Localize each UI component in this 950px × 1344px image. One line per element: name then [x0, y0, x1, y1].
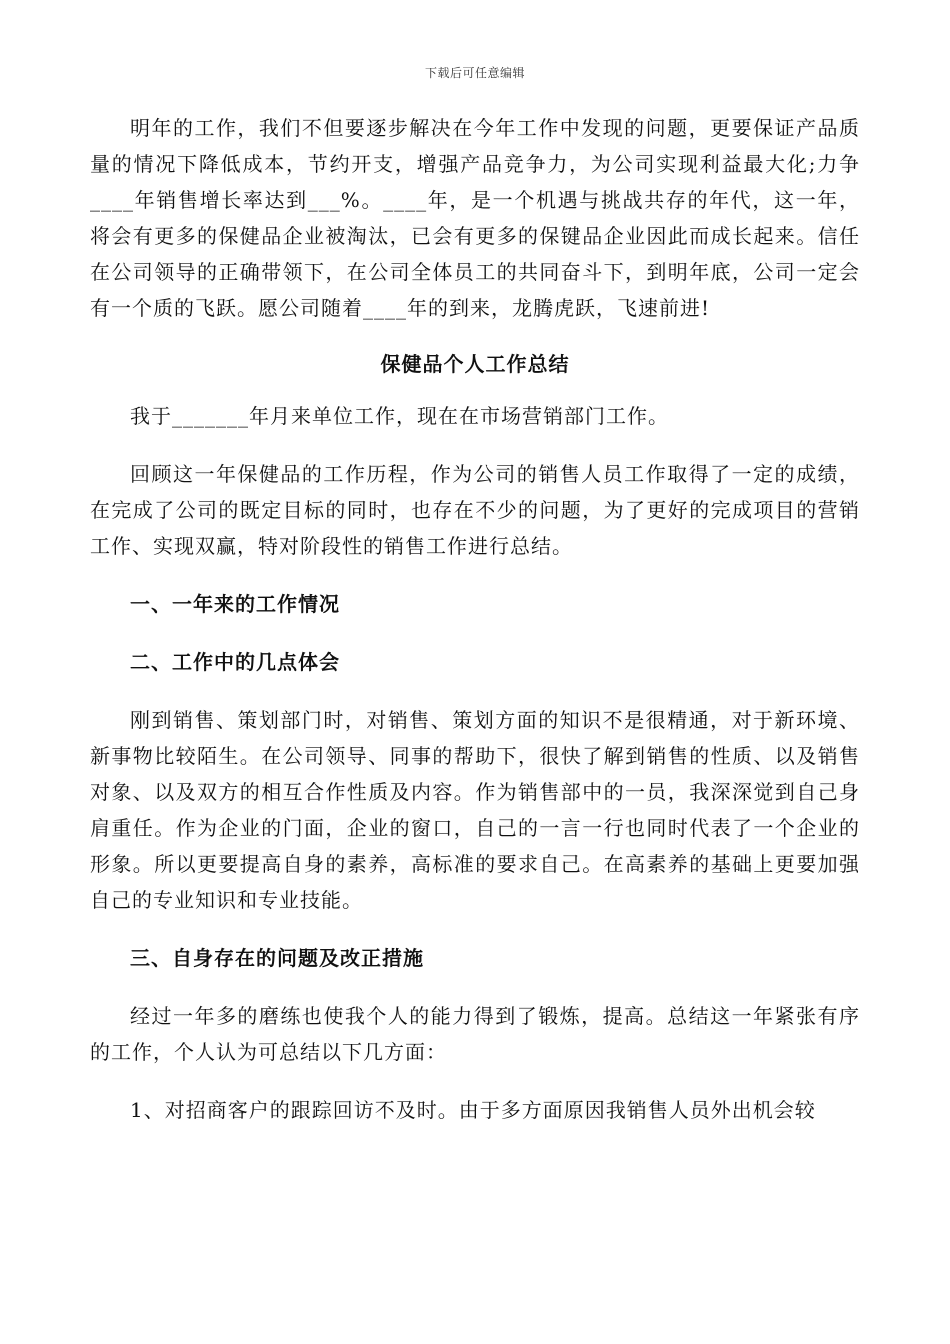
- document-title: 保健品个人工作总结: [380, 352, 570, 376]
- section-heading-3: 三、自身存在的问题及改正措施: [130, 946, 424, 970]
- document-body: [90, 110, 860, 1128]
- section-heading-1: 一、一年来的工作情况: [130, 592, 340, 616]
- intro-paragraph: 明年的工作，我们不但要逐步解决在今年工作中发现的问题，更要保证产品质量的情况下降低成本，节约开支，增强产品竞争力，为公司实现利益最大化;力争____年销售增长率达到___%。____年，是一个机遇与挑战共存的年代，这一年，将会有更多的保健品企业被淘汰，已会有更多的保键品企业因此而成长起来。信任在公司领导的正确带领下，在公司全体员工的共同奋斗下，到明年底，公司一定会有一个质的飞跃。愿公司随着____年的到来，龙腾虎跃，飞速前进!: [90, 116, 860, 320]
- section-heading-2: 二、工作中的几点体会: [130, 650, 340, 674]
- paragraph-summary: 经过一年多的磨练也使我个人的能力得到了锻炼，提高。总结这一年紧张有序的工作，个人认为可总结以下几方面：: [90, 1004, 860, 1064]
- paragraph-item-1: 1、对招商客户的跟踪回访不及时。由于多方面原因我销售人员外出机会较: [130, 1098, 816, 1122]
- paragraph-start-date: 我于_______年月来单位工作，现在在市场营销部门工作。: [130, 404, 669, 428]
- paragraph-experience: 刚到销售、策划部门时，对销售、策划方面的知识不是很精通，对于新环境、新事物比较陌生。在公司领导、同事的帮助下，很快了解到销售的性质、以及销售对象、以及双方的相互合作性质及内容。作为销售部中的一员，我深深觉到自己身肩重任。作为企业的门面，企业的窗口，自己的一言一行也同时代表了一个企业的形象。所以更要提高自身的素养，高标准的要求自己。在高素养的基础上更要加强自己的专业知识和专业技能。: [90, 708, 860, 912]
- paragraph-review: 回顾这一年保健品的工作历程，作为公司的销售人员工作取得了一定的成绩，在完成了公司的既定目标的同时，也存在不少的问题，为了更好的完成项目的营销工作、实现双赢，特对阶段性的销售工作进行总结。: [90, 462, 860, 558]
- page-header-note: 下载后可任意编辑: [424, 66, 525, 80]
